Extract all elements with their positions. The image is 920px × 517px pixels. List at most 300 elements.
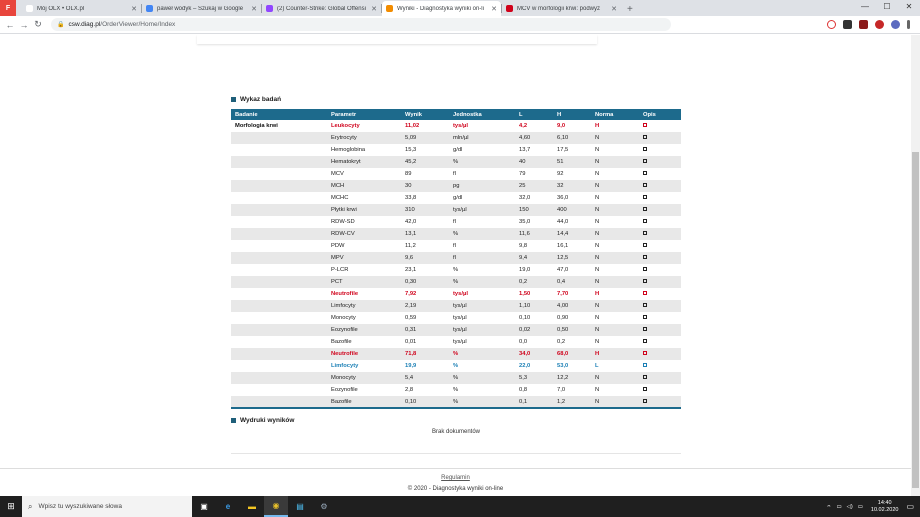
system-clock[interactable]: 14:40 10.02.2020 bbox=[870, 499, 899, 513]
forward-icon[interactable]: → bbox=[19, 19, 29, 30]
cell-opis[interactable] bbox=[639, 156, 681, 168]
cell-h: 6,10 bbox=[553, 132, 591, 144]
cell-l: 79 bbox=[519, 171, 526, 177]
cell-opis[interactable] bbox=[639, 288, 681, 300]
steam-icon[interactable]: ⚙ bbox=[320, 502, 328, 511]
tray-people-icon[interactable]: ᴖ bbox=[827, 503, 831, 510]
app-icon[interactable]: F bbox=[0, 0, 16, 16]
cell-parametr: PCT bbox=[327, 276, 401, 288]
cell-wynik: 15,3 bbox=[405, 147, 417, 153]
cell-l: 0,02 bbox=[515, 324, 553, 336]
table-row bbox=[231, 360, 681, 372]
description-box-icon[interactable] bbox=[643, 375, 647, 379]
minimize-icon[interactable]: — bbox=[861, 2, 869, 11]
column-header: Badanie bbox=[231, 109, 327, 120]
cell-jednostka: tys/µl bbox=[449, 300, 515, 312]
cell-norma: N bbox=[595, 387, 600, 393]
address-bar[interactable] bbox=[51, 18, 671, 31]
notes-app-icon[interactable]: ▤ bbox=[296, 502, 304, 511]
cell-norma: N bbox=[591, 324, 639, 336]
cell-jednostka: fl bbox=[449, 252, 515, 264]
column-header: Opis bbox=[639, 109, 681, 120]
cell-h: 92 bbox=[557, 171, 564, 177]
column-header: Wynik bbox=[401, 109, 449, 120]
cell-jednostka: % bbox=[453, 387, 459, 393]
windows-start-icon[interactable]: ⊞ bbox=[7, 501, 15, 511]
cell-wynik: 42,0 bbox=[405, 219, 417, 225]
cell-l: 1,50 bbox=[519, 291, 531, 297]
cell-l: 13,7 bbox=[519, 147, 531, 153]
tab-favicon-icon bbox=[26, 5, 33, 12]
cell-parametr: MCH bbox=[327, 180, 401, 192]
cell-norma: N bbox=[591, 156, 639, 168]
cell-jednostka: tys/µl bbox=[449, 324, 515, 336]
cell-jednostka: g/dl bbox=[453, 147, 463, 153]
browser-tab[interactable] bbox=[502, 1, 621, 16]
cell-h: 0,4 bbox=[553, 276, 591, 288]
cell-opis[interactable] bbox=[639, 384, 681, 396]
cell-parametr: Neutrofile bbox=[331, 291, 359, 297]
cell-h: 0,90 bbox=[557, 315, 569, 321]
cell-h: 9,0 bbox=[557, 123, 566, 129]
cell-norma: N bbox=[595, 243, 600, 249]
cell-badanie bbox=[231, 228, 327, 240]
tab-list bbox=[22, 1, 621, 16]
cell-jednostka: fl bbox=[453, 171, 456, 177]
cell-wynik: 11,2 bbox=[405, 243, 416, 249]
cell-l: 9,4 bbox=[515, 252, 553, 264]
cell-h: 44,0 bbox=[557, 219, 569, 225]
tab-close-icon[interactable]: ✕ bbox=[371, 5, 377, 13]
cell-jednostka: pg bbox=[449, 180, 515, 192]
cell-badanie bbox=[231, 348, 327, 360]
cell-parametr: RDW-CV bbox=[327, 228, 401, 240]
cell-opis[interactable] bbox=[639, 264, 681, 276]
cell-parametr: Hematokryt bbox=[327, 156, 401, 168]
cell-wynik: 0,30 bbox=[401, 276, 449, 288]
cell-wynik: 11,02 bbox=[405, 123, 420, 129]
table-row bbox=[231, 252, 681, 264]
cell-parametr: Neutrofile bbox=[327, 348, 401, 360]
taskbar-search-input[interactable]: ⌕ Wpisz tu wyszukiwane słowa bbox=[22, 496, 192, 517]
cell-opis[interactable] bbox=[639, 276, 681, 288]
cell-parametr: Monocyty bbox=[331, 315, 356, 321]
cell-wynik: 2,19 bbox=[401, 300, 449, 312]
description-box-icon[interactable] bbox=[643, 267, 647, 271]
cell-badanie bbox=[231, 132, 327, 144]
cell-l: 32,0 bbox=[519, 195, 531, 201]
cell-opis[interactable] bbox=[639, 228, 681, 240]
cell-jednostka: % bbox=[449, 396, 515, 408]
cell-parametr: Eozynofile bbox=[327, 324, 401, 336]
cell-wynik: 0,10 bbox=[401, 396, 449, 408]
tab-favicon-icon bbox=[386, 5, 393, 12]
cell-l: 9,8 bbox=[519, 243, 528, 249]
table-row bbox=[231, 156, 681, 168]
extension-icons bbox=[827, 20, 910, 29]
cell-parametr: Monocyty bbox=[327, 372, 401, 384]
system-tray bbox=[827, 496, 920, 517]
cell-jednostka: % bbox=[453, 267, 459, 273]
tab-close-icon[interactable]: ✕ bbox=[251, 5, 257, 13]
cell-h: 47,0 bbox=[557, 267, 569, 273]
cell-parametr: RDW-SD bbox=[331, 219, 355, 225]
table-row bbox=[231, 288, 681, 300]
cell-norma: N bbox=[591, 204, 639, 216]
cell-badanie bbox=[231, 372, 327, 384]
page-scrollbar[interactable] bbox=[911, 35, 920, 496]
cell-opis[interactable] bbox=[639, 312, 681, 324]
cell-badanie bbox=[231, 144, 327, 156]
cell-jednostka: tys/µl bbox=[453, 339, 467, 345]
table-row bbox=[231, 216, 681, 228]
printouts-section-title: Wydruki wyników bbox=[231, 417, 294, 424]
cell-opis[interactable] bbox=[639, 360, 681, 372]
cell-parametr: Bazofile bbox=[327, 396, 401, 408]
adblock-icon[interactable] bbox=[875, 20, 884, 29]
bullet-square-icon bbox=[231, 418, 236, 423]
tab-close-icon[interactable]: ✕ bbox=[491, 5, 497, 13]
cell-opis[interactable] bbox=[639, 144, 681, 156]
cell-badanie bbox=[231, 168, 327, 180]
table-row bbox=[231, 276, 681, 288]
windows-taskbar bbox=[0, 496, 920, 517]
search-icon: ⌕ bbox=[28, 501, 33, 511]
description-box-icon[interactable] bbox=[643, 135, 647, 139]
cell-l: 150 bbox=[515, 204, 553, 216]
cell-jednostka: % bbox=[449, 156, 515, 168]
description-box-icon[interactable] bbox=[643, 171, 647, 175]
table-row bbox=[231, 348, 681, 360]
cell-parametr: PDW bbox=[331, 243, 345, 249]
cell-h: 16,1 bbox=[557, 243, 569, 249]
cell-l: 5,3 bbox=[515, 372, 553, 384]
profile-avatar-icon[interactable] bbox=[891, 20, 900, 29]
tray-keyboard-icon[interactable]: ▭ bbox=[857, 503, 863, 510]
tab-close-icon[interactable]: ✕ bbox=[611, 5, 617, 13]
cell-l: 1,10 bbox=[515, 300, 553, 312]
cell-norma: H bbox=[591, 348, 639, 360]
cell-badanie bbox=[231, 312, 327, 324]
cell-wynik: 23,1 bbox=[405, 267, 417, 273]
cell-wynik: 89 bbox=[405, 171, 412, 177]
cell-h: 12,2 bbox=[553, 372, 591, 384]
cell-parametr: Limfocyty bbox=[331, 363, 359, 369]
description-box-icon[interactable] bbox=[643, 183, 647, 187]
notifications-icon[interactable]: ▭ bbox=[906, 502, 914, 511]
cell-h: 12,5 bbox=[553, 252, 591, 264]
divider bbox=[231, 453, 681, 454]
description-box-icon[interactable] bbox=[643, 399, 647, 403]
description-box-icon[interactable] bbox=[643, 303, 647, 307]
bullet-square-icon bbox=[231, 97, 236, 102]
cell-l: 22,0 bbox=[519, 363, 531, 369]
cell-parametr: Bazofile bbox=[331, 339, 352, 345]
cell-wynik: 5,4 bbox=[401, 372, 449, 384]
cell-jednostka: % bbox=[449, 372, 515, 384]
description-box-icon[interactable] bbox=[643, 231, 647, 235]
cell-badanie bbox=[231, 264, 327, 276]
lock-icon: 🔒 bbox=[57, 22, 65, 28]
chrome-icon[interactable]: ◉ bbox=[264, 496, 288, 517]
cell-badanie bbox=[231, 156, 327, 168]
cell-l: 4,60 bbox=[515, 132, 553, 144]
cell-wynik: 0,31 bbox=[401, 324, 449, 336]
tab-favicon-icon bbox=[146, 5, 153, 12]
cell-norma: N bbox=[591, 180, 639, 192]
cell-parametr: Leukocyty bbox=[331, 123, 360, 129]
cell-h: 7,0 bbox=[557, 387, 566, 393]
cell-norma: N bbox=[595, 339, 600, 345]
maximize-icon[interactable]: ☐ bbox=[883, 2, 891, 11]
cell-jednostka: % bbox=[453, 363, 459, 369]
cell-norma: N bbox=[591, 228, 639, 240]
cell-wynik: 9,6 bbox=[401, 252, 449, 264]
reload-icon[interactable]: ↻ bbox=[34, 19, 42, 29]
table-row bbox=[231, 240, 681, 252]
cell-wynik: 310 bbox=[401, 204, 449, 216]
cell-wynik: 71,8 bbox=[401, 348, 449, 360]
cell-opis[interactable] bbox=[639, 216, 681, 228]
cell-wynik: 2,8 bbox=[405, 387, 414, 393]
description-box-icon[interactable] bbox=[643, 387, 647, 391]
cell-parametr: MPV bbox=[327, 252, 401, 264]
table-row bbox=[231, 144, 681, 156]
cell-opis[interactable] bbox=[639, 348, 681, 360]
table-row bbox=[231, 120, 681, 132]
cell-parametr: Hemoglobina bbox=[331, 147, 366, 153]
cell-badanie bbox=[231, 252, 327, 264]
new-tab-icon[interactable]: + bbox=[627, 4, 633, 15]
page-viewport bbox=[0, 35, 911, 496]
cell-norma: N bbox=[595, 147, 600, 153]
cell-h: 400 bbox=[553, 204, 591, 216]
cell-wynik: 19,9 bbox=[405, 363, 417, 369]
cell-opis[interactable] bbox=[639, 396, 681, 408]
browser-tab[interactable] bbox=[262, 1, 381, 16]
description-box-icon[interactable] bbox=[643, 147, 647, 151]
cell-h: 32 bbox=[553, 180, 591, 192]
edge-icon[interactable]: e bbox=[225, 502, 231, 511]
table-row bbox=[231, 324, 681, 336]
task-view-icon[interactable]: ▣ bbox=[200, 502, 208, 511]
cell-badanie bbox=[231, 300, 327, 312]
cell-h: 0,50 bbox=[553, 324, 591, 336]
description-box-icon[interactable] bbox=[643, 255, 647, 259]
cell-badanie bbox=[231, 192, 327, 204]
table-header-row bbox=[231, 109, 681, 120]
tab-title: Mój OLX • OLX.pl bbox=[37, 5, 85, 12]
cell-opis[interactable] bbox=[639, 120, 681, 132]
regulamin-link[interactable]: Regulamin bbox=[441, 475, 470, 481]
cell-opis[interactable] bbox=[639, 240, 681, 252]
tab-close-icon[interactable]: ✕ bbox=[131, 5, 137, 13]
description-box-icon[interactable] bbox=[643, 291, 647, 295]
browser-tab[interactable] bbox=[382, 1, 501, 16]
cell-h: 7,70 bbox=[557, 291, 569, 297]
cell-norma: N bbox=[595, 219, 600, 225]
cell-badanie bbox=[231, 288, 327, 300]
table-row bbox=[231, 372, 681, 384]
cell-badanie bbox=[231, 180, 327, 192]
cell-norma: N bbox=[595, 315, 600, 321]
cell-l: 19,0 bbox=[519, 267, 531, 273]
cell-l: 0,8 bbox=[519, 387, 528, 393]
cell-badanie bbox=[231, 240, 327, 252]
description-box-icon[interactable] bbox=[643, 243, 647, 247]
cell-jednostka: fl bbox=[453, 219, 456, 225]
url-path: /OrderViewer/Home/Index bbox=[100, 21, 176, 28]
cell-parametr: Erytrocyty bbox=[327, 132, 401, 144]
extension-icon[interactable] bbox=[843, 20, 852, 29]
cell-l: 0,10 bbox=[519, 315, 531, 321]
column-header: Norma bbox=[591, 109, 639, 120]
cell-jednostka: % bbox=[449, 348, 515, 360]
cell-parametr: Płytki krwi bbox=[327, 204, 401, 216]
tab-title: Wyniki - Diagnostyka wyniki on-li bbox=[397, 5, 484, 12]
cell-badanie bbox=[231, 216, 327, 228]
no-documents-text: Brak dokumentów bbox=[431, 429, 481, 435]
cell-norma: N bbox=[591, 372, 639, 384]
cell-wynik: 5,09 bbox=[401, 132, 449, 144]
cell-norma: N bbox=[591, 276, 639, 288]
back-icon[interactable]: ← bbox=[5, 19, 15, 30]
cell-jednostka: % bbox=[449, 276, 515, 288]
cell-opis[interactable] bbox=[639, 336, 681, 348]
cell-opis[interactable] bbox=[639, 168, 681, 180]
cell-h: 53,0 bbox=[557, 363, 569, 369]
table-row bbox=[231, 396, 681, 408]
tab-title: MCV w morfologii krwi: podwyż bbox=[517, 5, 601, 12]
cell-badanie bbox=[231, 276, 327, 288]
cell-h: 4,00 bbox=[553, 300, 591, 312]
cell-opis[interactable] bbox=[639, 324, 681, 336]
cell-jednostka: tys/µl bbox=[449, 204, 515, 216]
cell-opis[interactable] bbox=[639, 300, 681, 312]
cell-norma: N bbox=[595, 267, 600, 273]
tray-volume-icon[interactable]: ◁) bbox=[846, 503, 853, 510]
cell-badanie bbox=[231, 360, 327, 372]
cell-norma: N bbox=[595, 171, 600, 177]
file-explorer-icon[interactable]: ▬ bbox=[248, 502, 256, 511]
tab-title: paweł wodyk – Szukaj w Google bbox=[157, 5, 244, 12]
description-box-icon[interactable] bbox=[643, 339, 647, 343]
description-box-icon[interactable] bbox=[643, 219, 647, 223]
column-header: Jednostka bbox=[449, 109, 515, 120]
cell-badanie: Morfologia krwi bbox=[235, 123, 278, 129]
cell-opis[interactable] bbox=[639, 372, 681, 384]
cell-wynik: 13,1 bbox=[401, 228, 449, 240]
description-box-icon[interactable] bbox=[643, 315, 647, 319]
cell-parametr: MCV bbox=[331, 171, 344, 177]
table-row bbox=[231, 228, 681, 240]
cell-opis[interactable] bbox=[639, 252, 681, 264]
footer-divider bbox=[0, 468, 911, 469]
cell-jednostka: tys/µl bbox=[453, 291, 468, 297]
cell-jednostka: tys/µl bbox=[453, 123, 468, 129]
cell-l: 0,1 bbox=[515, 396, 553, 408]
opera-extension-icon[interactable] bbox=[827, 20, 836, 29]
cell-parametr: MCHC bbox=[331, 195, 349, 201]
cell-norma: N bbox=[595, 195, 600, 201]
cell-wynik: 33,8 bbox=[405, 195, 417, 201]
cell-l: 25 bbox=[515, 180, 553, 192]
cell-l: 35,0 bbox=[519, 219, 531, 225]
cell-badanie bbox=[231, 384, 327, 396]
cell-opis[interactable] bbox=[639, 192, 681, 204]
table-row bbox=[231, 336, 681, 348]
table-row bbox=[231, 180, 681, 192]
cell-jednostka: tys/µl bbox=[453, 315, 467, 321]
window-controls bbox=[854, 0, 920, 14]
cell-norma: H bbox=[595, 123, 600, 129]
copyright-text: © 2020 - Diagnostyka wyniki on-line bbox=[407, 486, 504, 492]
cell-jednostka: % bbox=[449, 228, 515, 240]
cell-norma: L bbox=[595, 363, 599, 369]
cell-wynik: 0,01 bbox=[405, 339, 417, 345]
cell-norma: N bbox=[591, 300, 639, 312]
description-box-icon[interactable] bbox=[643, 351, 647, 355]
description-box-icon[interactable] bbox=[643, 159, 647, 163]
cell-l: 0,2 bbox=[515, 276, 553, 288]
description-box-icon[interactable] bbox=[643, 279, 647, 283]
description-box-icon[interactable] bbox=[643, 123, 647, 127]
browser-tab[interactable] bbox=[22, 1, 141, 16]
url-domain: csw.diag.pl bbox=[68, 21, 101, 28]
browser-tab-strip bbox=[0, 0, 920, 16]
tab-favicon-icon bbox=[266, 5, 273, 12]
cell-h: 68,0 bbox=[553, 348, 591, 360]
cell-wynik: 0,59 bbox=[405, 315, 417, 321]
extension-icon[interactable] bbox=[859, 20, 868, 29]
cell-wynik: 7,92 bbox=[405, 291, 417, 297]
cell-jednostka: fl bbox=[453, 243, 456, 249]
cell-norma: N bbox=[591, 396, 639, 408]
table-row bbox=[231, 168, 681, 180]
scrollbar-thumb[interactable] bbox=[912, 152, 919, 488]
description-box-icon[interactable] bbox=[643, 327, 647, 331]
cell-badanie bbox=[231, 204, 327, 216]
cell-norma: H bbox=[595, 291, 600, 297]
cell-wynik: 45,2 bbox=[401, 156, 449, 168]
browser-tab[interactable] bbox=[142, 1, 261, 16]
cell-wynik: 30 bbox=[401, 180, 449, 192]
table-row bbox=[231, 300, 681, 312]
cell-opis[interactable] bbox=[639, 180, 681, 192]
menu-icon[interactable] bbox=[907, 20, 910, 29]
table-row bbox=[231, 192, 681, 204]
description-box-icon[interactable] bbox=[643, 363, 647, 367]
cell-badanie bbox=[231, 396, 327, 408]
cell-l: 0,0 bbox=[519, 339, 528, 345]
tab-favicon-icon bbox=[506, 5, 513, 12]
cell-jednostka: g/dl bbox=[453, 195, 463, 201]
tray-network-icon[interactable]: ▭ bbox=[836, 503, 842, 510]
close-window-icon[interactable]: ✕ bbox=[905, 2, 913, 11]
cell-h: 36,0 bbox=[557, 195, 569, 201]
cell-opis[interactable] bbox=[639, 132, 681, 144]
cell-badanie bbox=[231, 324, 327, 336]
cell-h: 51 bbox=[553, 156, 591, 168]
cell-opis[interactable] bbox=[639, 204, 681, 216]
cell-parametr: Limfocyty bbox=[327, 300, 401, 312]
cell-l: 40 bbox=[515, 156, 553, 168]
description-box-icon[interactable] bbox=[643, 195, 647, 199]
header-card bbox=[197, 35, 597, 44]
column-header: L bbox=[515, 109, 553, 120]
description-box-icon[interactable] bbox=[643, 207, 647, 211]
cell-h: 1,2 bbox=[553, 396, 591, 408]
